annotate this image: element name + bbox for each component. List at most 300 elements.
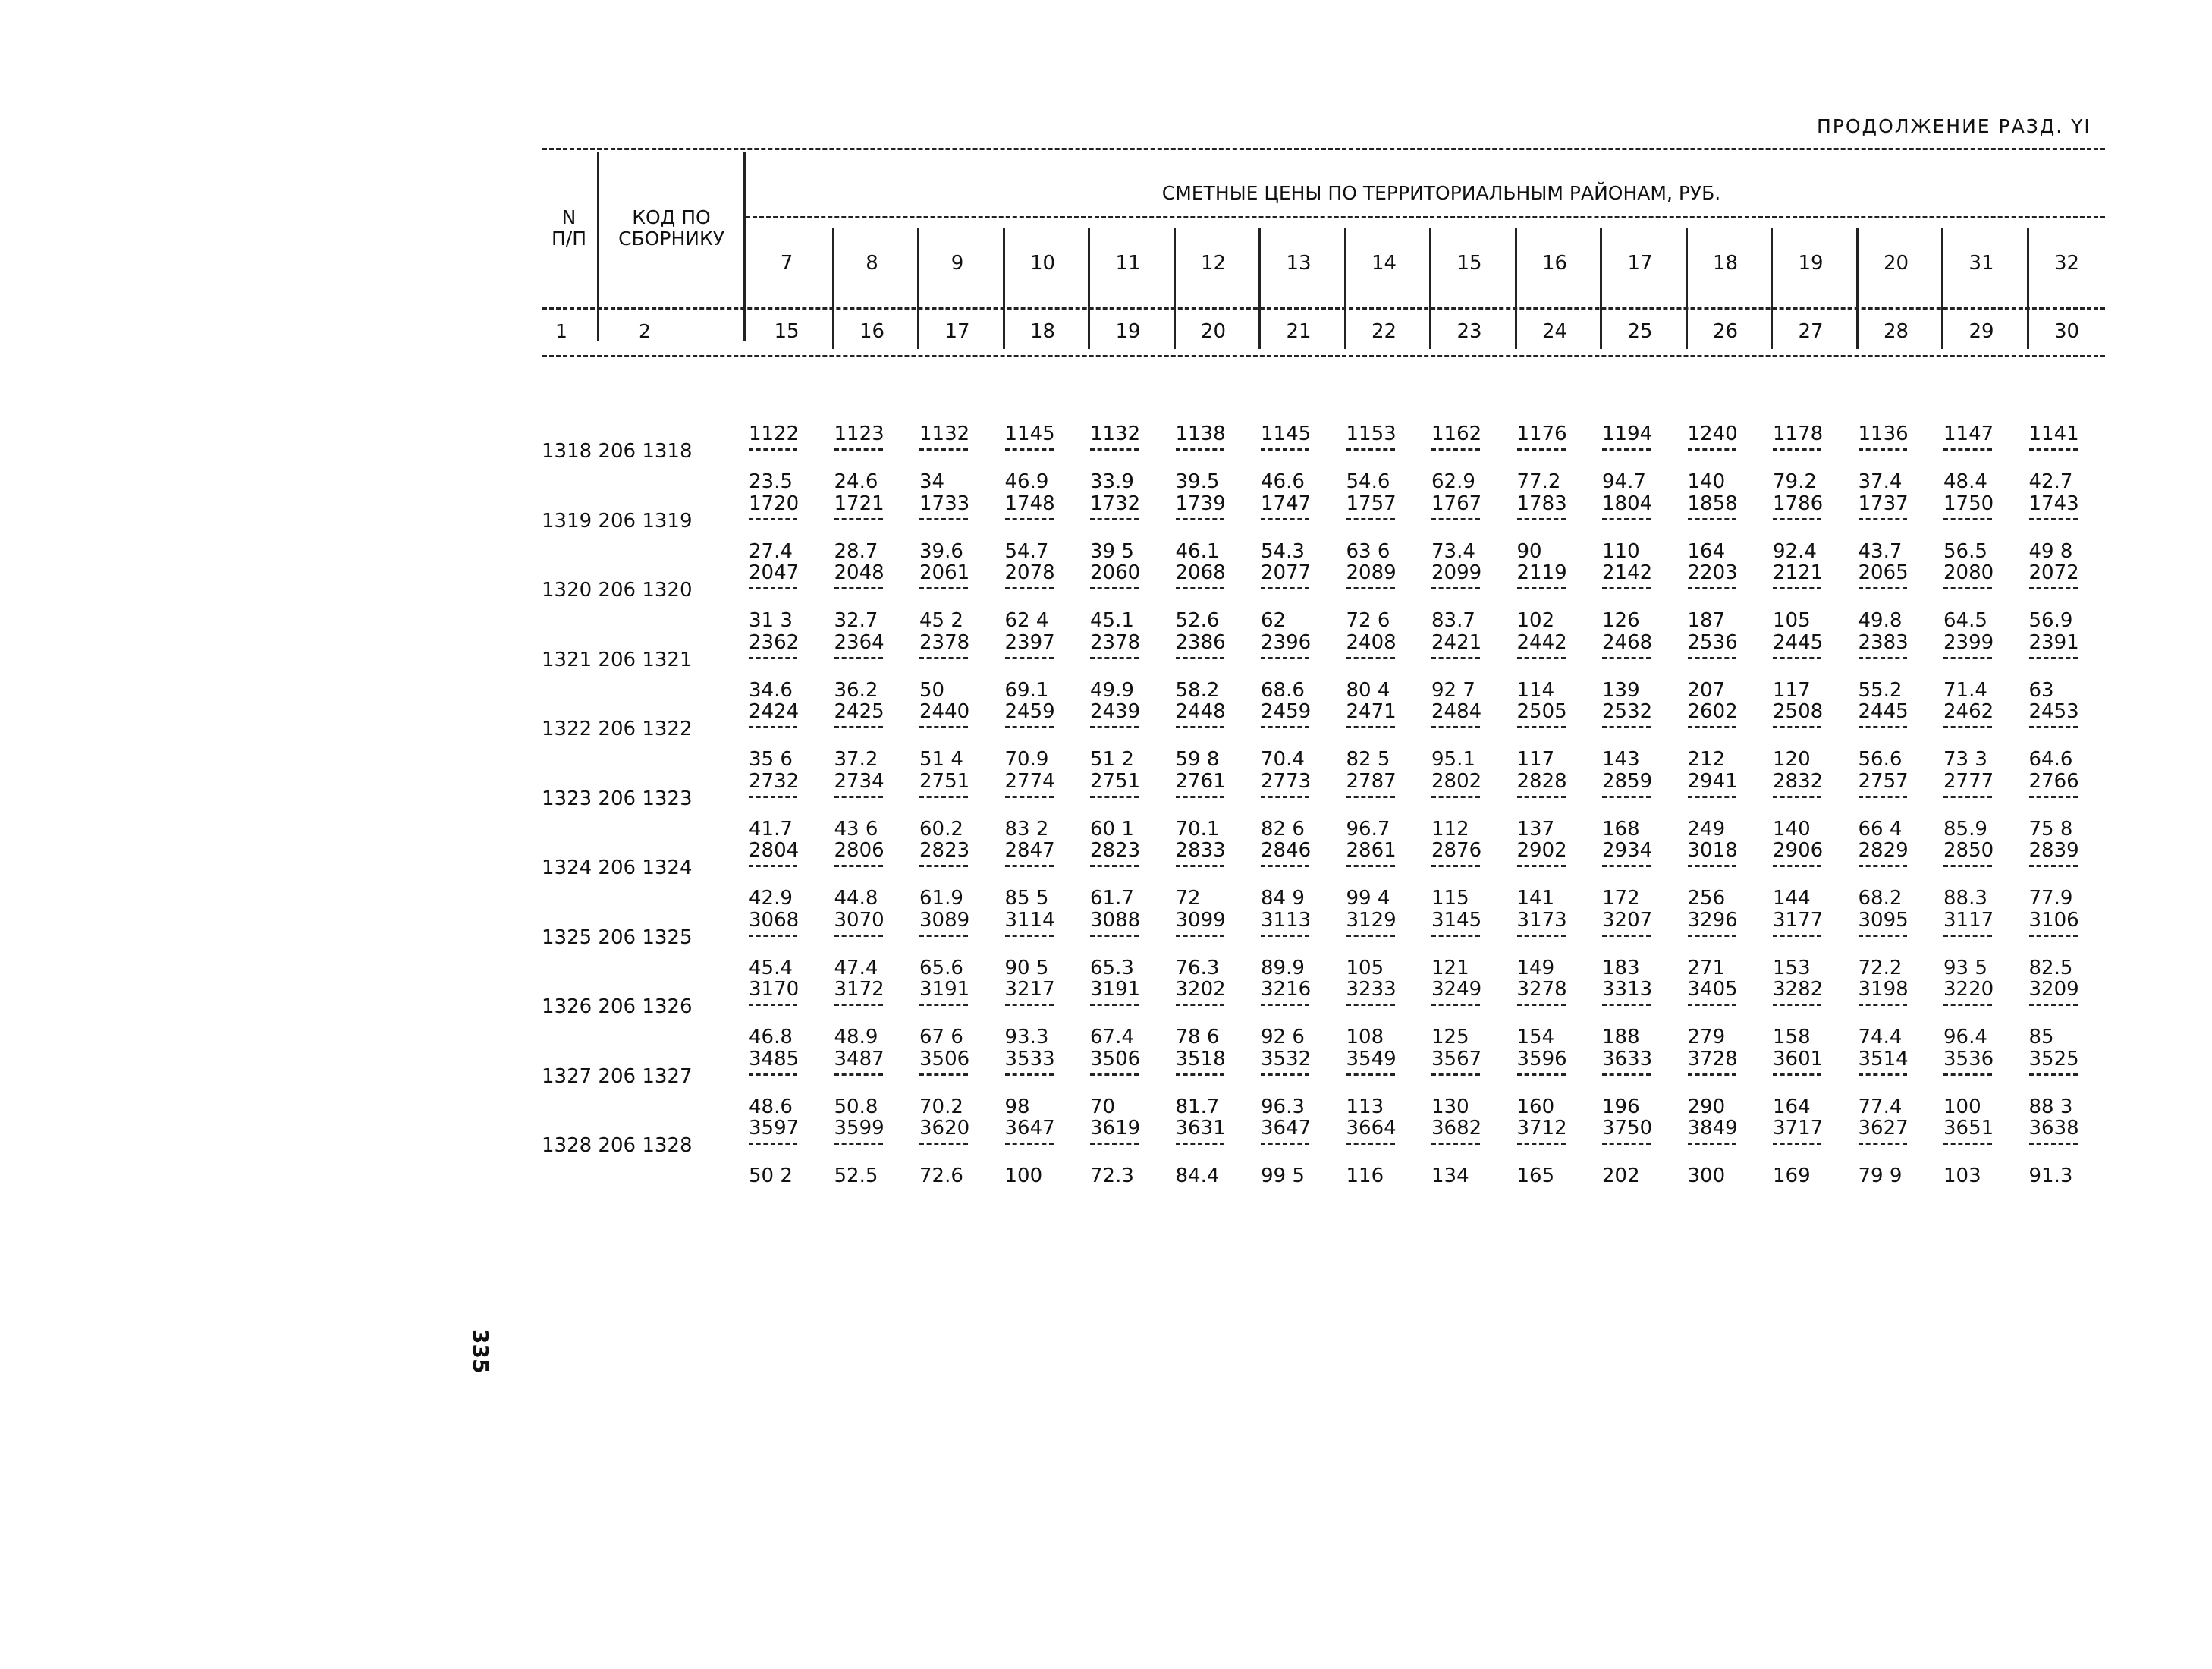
fraction-dash: [1688, 448, 1736, 451]
header-bottom-rule: [542, 355, 2105, 357]
index-header-21: 21: [1286, 320, 1312, 343]
fraction-dash: [1517, 448, 1566, 451]
price-value: 2445: [1858, 700, 1909, 723]
index-header-24: 24: [1541, 320, 1568, 343]
price-value: 3664: [1346, 1117, 1397, 1139]
fraction-dash: [1773, 865, 1821, 867]
fraction-dash: [1090, 448, 1139, 451]
price-value: 1162: [1431, 423, 1482, 445]
transport-value: 59 8: [1175, 748, 1220, 771]
fraction-dash: [1859, 1004, 1907, 1006]
fraction-dash: [834, 518, 883, 520]
price-value: 2072: [2028, 561, 2079, 584]
fraction-dash: [2029, 587, 2078, 589]
price-value: 2399: [1943, 630, 1994, 654]
header-mid-rule: [542, 307, 2105, 310]
fraction-dash: [1261, 587, 1309, 589]
fraction-dash: [1773, 657, 1821, 659]
transport-value: 45 2: [919, 609, 963, 632]
transport-value: 51 4: [919, 748, 963, 771]
fraction-dash: [749, 518, 797, 520]
price-value: 2448: [1175, 700, 1226, 723]
price-value: 2823: [919, 839, 970, 862]
transport-value: 83 2: [1004, 817, 1049, 841]
transport-value: 121: [1431, 956, 1469, 979]
price-value: 1145: [1261, 423, 1312, 445]
transport-value: 67 6: [919, 1026, 963, 1048]
fraction-dash: [2029, 726, 2078, 728]
fraction-dash: [1261, 1143, 1309, 1145]
price-value: 3117: [1943, 908, 1994, 932]
index-header-29: 29: [1968, 320, 1994, 343]
price-value: 2751: [1090, 769, 1141, 793]
fraction-dash: [1859, 657, 1907, 659]
transport-value: 140: [1773, 817, 1811, 841]
transport-value: 187: [1687, 609, 1726, 632]
transport-value: 279: [1687, 1026, 1726, 1048]
fraction-dash: [1346, 1004, 1395, 1006]
price-value: 2802: [1431, 769, 1482, 793]
price-value: 2806: [834, 839, 884, 862]
price-value: 2068: [1175, 561, 1226, 584]
transport-value: 207: [1687, 678, 1726, 702]
transport-value: 56.5: [1943, 539, 1987, 563]
fraction-dash: [1859, 1143, 1907, 1145]
transport-value: 188: [1602, 1026, 1640, 1048]
transport-value: 100: [1943, 1095, 1981, 1118]
transport-value: 54.3: [1261, 539, 1305, 563]
transport-value: 212: [1687, 748, 1726, 771]
price-value: 3647: [1004, 1117, 1055, 1139]
price-value: 2829: [1858, 839, 1909, 862]
price-value: 3487: [834, 1047, 884, 1070]
price-value: 2462: [1943, 700, 1994, 723]
fraction-dash: [1517, 865, 1566, 867]
fraction-dash: [1431, 726, 1480, 728]
fraction-dash: [1431, 1004, 1480, 1006]
fraction-dash: [1261, 865, 1309, 867]
price-value: 3170: [749, 978, 800, 1001]
transport-value: 114: [1516, 678, 1555, 702]
transport-value: 96.3: [1261, 1095, 1305, 1118]
transport-value: 31 3: [749, 609, 793, 632]
index-col-2: 2: [639, 320, 651, 342]
transport-value: 69.1: [1004, 678, 1049, 702]
price-value: 3172: [834, 978, 884, 1001]
index-header-17: 17: [944, 320, 970, 343]
price-value: 3506: [919, 1047, 970, 1070]
price-value: 3620: [919, 1117, 970, 1139]
transport-value: 63 6: [1346, 539, 1390, 563]
transport-value: 140: [1687, 470, 1726, 493]
price-value: 3627: [1858, 1117, 1909, 1139]
row-code-label: 1328 206 1328: [542, 1134, 693, 1157]
transport-value: 93 5: [1943, 956, 1987, 979]
fraction-dash: [834, 935, 883, 937]
price-value: 3114: [1004, 908, 1055, 932]
price-value: 3750: [1602, 1117, 1653, 1139]
transport-value: 117: [1516, 748, 1555, 771]
transport-value: 73.4: [1431, 539, 1475, 563]
fraction-dash: [1943, 935, 1992, 937]
transport-value: 41.7: [749, 817, 793, 841]
price-value: 2823: [1090, 839, 1141, 862]
transport-value: 46.8: [749, 1026, 793, 1048]
transport-value: 83.7: [1431, 609, 1475, 632]
row-code-label: 1321 206 1321: [542, 648, 693, 671]
fraction-dash: [1517, 1143, 1566, 1145]
price-value: 3173: [1516, 908, 1567, 932]
price-value: 3601: [1773, 1047, 1824, 1070]
index-header-19: 19: [1115, 320, 1141, 343]
price-value: 1767: [1431, 492, 1482, 515]
district-header-7: 7: [780, 252, 793, 275]
price-value: 1721: [834, 492, 884, 515]
price-value: 3506: [1090, 1047, 1141, 1070]
price-value: 3113: [1261, 908, 1312, 932]
price-value: 3220: [1943, 978, 1994, 1001]
fraction-dash: [2029, 1004, 2078, 1006]
price-value: 3549: [1346, 1047, 1397, 1070]
price-value: 3728: [1687, 1047, 1738, 1070]
price-value: 2425: [834, 700, 884, 723]
transport-value: 68.6: [1261, 678, 1305, 702]
price-value: 1748: [1004, 492, 1055, 515]
transport-value: 72.2: [1858, 956, 1903, 979]
transport-value: 196: [1602, 1095, 1640, 1118]
price-value: 2439: [1090, 700, 1141, 723]
district-col-separator: [1429, 228, 1431, 349]
price-value: 2757: [1858, 769, 1909, 793]
fraction-dash: [1602, 796, 1651, 798]
fraction-dash: [1176, 935, 1224, 937]
price-value: 3597: [749, 1117, 800, 1139]
transport-value: 54.6: [1346, 470, 1390, 493]
transport-value: 65.6: [919, 956, 963, 979]
transport-value: 70.9: [1004, 748, 1049, 771]
fraction-dash: [1005, 726, 1054, 728]
fraction-dash: [1431, 1143, 1480, 1145]
fraction-dash: [1005, 587, 1054, 589]
fraction-dash: [1688, 657, 1736, 659]
fraction-dash: [919, 1143, 968, 1145]
transport-value: 90 5: [1004, 956, 1049, 979]
district-header-14: 14: [1371, 252, 1397, 275]
fraction-dash: [1090, 1143, 1139, 1145]
price-value: 2839: [2028, 839, 2079, 862]
index-header-16: 16: [859, 320, 885, 343]
fraction-dash: [1517, 1073, 1566, 1076]
fraction-dash: [1517, 935, 1566, 937]
fraction-dash: [1943, 657, 1992, 659]
fraction-dash: [1602, 1143, 1651, 1145]
fraction-dash: [749, 1004, 797, 1006]
fraction-dash: [1943, 1143, 1992, 1145]
index-header-15: 15: [774, 320, 800, 343]
fraction-dash: [1005, 1143, 1054, 1145]
price-value: 1732: [1090, 492, 1141, 515]
header-top-rule: [542, 148, 2105, 150]
price-value: 3536: [1943, 1047, 1994, 1070]
district-col-separator: [1088, 228, 1090, 349]
row-code-label: 1326 206 1326: [542, 995, 693, 1018]
fraction-dash: [1261, 1073, 1309, 1076]
price-value: 2119: [1516, 561, 1567, 584]
price-value: 3202: [1175, 978, 1226, 1001]
price-value: 3651: [1943, 1117, 1994, 1139]
fraction-dash: [1261, 657, 1309, 659]
transport-value: 37.2: [834, 748, 878, 771]
fraction-dash: [1346, 865, 1395, 867]
fraction-dash: [1176, 865, 1224, 867]
price-value: 2766: [2028, 769, 2079, 793]
district-col-separator: [1258, 228, 1261, 349]
transport-value: 82 5: [1346, 748, 1390, 771]
transport-value: 72: [1175, 887, 1201, 910]
transport-value: 77.4: [1858, 1095, 1903, 1118]
transport-value: 63: [2028, 678, 2054, 702]
fraction-dash: [1688, 796, 1736, 798]
col-num-header-line2: П/П: [551, 228, 587, 250]
transport-value: 62.9: [1431, 470, 1475, 493]
price-value: 3249: [1431, 978, 1482, 1001]
transport-value: 116: [1346, 1165, 1384, 1187]
transport-value: 46.9: [1004, 470, 1049, 493]
row-code-label: 1323 206 1323: [542, 787, 693, 810]
fraction-dash: [1005, 448, 1054, 451]
price-value: 2773: [1261, 769, 1312, 793]
district-col-separator: [917, 228, 919, 349]
price-value: 3712: [1516, 1117, 1567, 1139]
transport-value: 81.7: [1175, 1095, 1220, 1118]
transport-value: 158: [1773, 1026, 1811, 1048]
transport-value: 108: [1346, 1026, 1384, 1048]
continuation-caption: ПРОДОЛЖЕНИЕ РАЗД. YI: [1817, 115, 2091, 137]
price-value: 3619: [1090, 1117, 1141, 1139]
index-header-26: 26: [1712, 320, 1739, 343]
transport-value: 169: [1773, 1165, 1811, 1187]
price-value: 2861: [1346, 839, 1397, 862]
transport-value: 55.2: [1858, 678, 1903, 702]
transport-value: 56.9: [2028, 609, 2073, 632]
transport-value: 120: [1773, 748, 1811, 771]
fraction-dash: [1346, 1143, 1395, 1145]
transport-value: 36.2: [834, 678, 878, 702]
row-code-label: 1322 206 1322: [542, 718, 693, 740]
price-value: 3088: [1090, 908, 1141, 932]
price-value: 1153: [1346, 423, 1397, 445]
transport-value: 112: [1431, 817, 1469, 841]
price-value: 3095: [1858, 908, 1909, 932]
transport-value: 99 5: [1261, 1165, 1305, 1187]
fraction-dash: [1090, 726, 1139, 728]
fraction-dash: [1688, 935, 1736, 937]
price-value: 2846: [1261, 839, 1312, 862]
fraction-dash: [1517, 518, 1566, 520]
transport-value: 144: [1773, 887, 1811, 910]
transport-value: 82.5: [2028, 956, 2073, 979]
transport-value: 164: [1687, 539, 1726, 563]
transport-value: 32.7: [834, 609, 878, 632]
price-value: 3533: [1004, 1047, 1055, 1070]
price-value: 2471: [1346, 700, 1397, 723]
price-value: 2876: [1431, 839, 1482, 862]
transport-value: 62 4: [1004, 609, 1049, 632]
fraction-dash: [1346, 935, 1395, 937]
price-value: 3177: [1773, 908, 1824, 932]
transport-value: 117: [1773, 678, 1811, 702]
transport-value: 66 4: [1858, 817, 1903, 841]
transport-value: 70.2: [919, 1095, 963, 1118]
transport-value: 61.7: [1090, 887, 1134, 910]
transport-value: 61.9: [919, 887, 963, 910]
transport-value: 64.5: [1943, 609, 1987, 632]
transport-value: 103: [1943, 1165, 1981, 1187]
fraction-dash: [1688, 1073, 1736, 1076]
transport-value: 68.2: [1858, 887, 1903, 910]
price-value: 2386: [1175, 630, 1226, 654]
fraction-dash: [1005, 1073, 1054, 1076]
transport-value: 85.9: [1943, 817, 1987, 841]
fraction-dash: [2029, 796, 2078, 798]
price-value: 3198: [1858, 978, 1909, 1001]
transport-value: 39.5: [1175, 470, 1220, 493]
fraction-dash: [1176, 587, 1224, 589]
col-code-header-line1: КОД ПО: [632, 206, 711, 228]
fraction-dash: [1176, 1004, 1224, 1006]
price-value: 1733: [919, 492, 970, 515]
fraction-dash: [1005, 518, 1054, 520]
transport-value: 73 3: [1943, 748, 1987, 771]
fraction-dash: [1943, 448, 1992, 451]
price-value: 2761: [1175, 769, 1226, 793]
price-value: 3485: [749, 1047, 800, 1070]
district-col-separator: [2027, 228, 2029, 349]
district-header-19: 19: [1798, 252, 1824, 275]
transport-value: 79 9: [1858, 1165, 1903, 1187]
fraction-dash: [749, 796, 797, 798]
transport-value: 54.7: [1004, 539, 1049, 563]
transport-value: 58.2: [1175, 678, 1220, 702]
transport-value: 96.7: [1346, 817, 1390, 841]
fraction-dash: [1688, 726, 1736, 728]
price-value: 1739: [1175, 492, 1226, 515]
transport-value: 134: [1431, 1165, 1469, 1187]
price-value: 3682: [1431, 1117, 1482, 1139]
index-header-28: 28: [1883, 320, 1909, 343]
price-value: 2453: [2028, 700, 2079, 723]
transport-value: 43 6: [834, 817, 878, 841]
transport-value: 72.6: [919, 1165, 963, 1187]
price-value: 3129: [1346, 908, 1397, 932]
transport-value: 34: [919, 470, 945, 493]
price-value: 2078: [1004, 561, 1055, 584]
row-code-label: 1324 206 1324: [542, 857, 693, 879]
sep-code-values: [743, 152, 746, 341]
price-value: 3647: [1261, 1117, 1312, 1139]
transport-value: 34.6: [749, 678, 793, 702]
fraction-dash: [1602, 587, 1651, 589]
fraction-dash: [1261, 796, 1309, 798]
fraction-dash: [1943, 518, 1992, 520]
fraction-dash: [1517, 726, 1566, 728]
fraction-dash: [919, 448, 968, 451]
transport-value: 137: [1516, 817, 1555, 841]
price-value: 3282: [1773, 978, 1824, 1001]
transport-value: 35 6: [749, 748, 793, 771]
row-code-label: 1320 206 1320: [542, 579, 693, 602]
fraction-dash: [1859, 448, 1907, 451]
fraction-dash: [749, 448, 797, 451]
transport-value: 92 7: [1431, 678, 1475, 702]
fraction-dash: [1602, 518, 1651, 520]
index-header-25: 25: [1627, 320, 1653, 343]
price-value: 1783: [1516, 492, 1567, 515]
row-code-label: 1325 206 1325: [542, 926, 693, 949]
fraction-dash: [1943, 726, 1992, 728]
district-col-separator: [1941, 228, 1943, 349]
transport-value: 64.6: [2028, 748, 2073, 771]
price-value: 2440: [919, 700, 970, 723]
district-header-10: 10: [1029, 252, 1056, 275]
fraction-dash: [1943, 1073, 1992, 1076]
transport-value: 139: [1602, 678, 1640, 702]
fraction-dash: [1346, 1073, 1395, 1076]
fraction-dash: [1176, 518, 1224, 520]
transport-value: 39 5: [1090, 539, 1134, 563]
fraction-dash: [919, 587, 968, 589]
fraction-dash: [749, 657, 797, 659]
price-value: 2832: [1773, 769, 1824, 793]
district-col-separator: [1686, 228, 1688, 349]
fraction-dash: [1090, 518, 1139, 520]
transport-value: 84 9: [1261, 887, 1305, 910]
district-col-separator: [1174, 228, 1176, 349]
transport-value: 50.8: [834, 1095, 878, 1118]
price-value: 1136: [1858, 423, 1909, 445]
fraction-dash: [834, 865, 883, 867]
row-code-label: 1319 206 1319: [542, 509, 693, 533]
price-value: 2508: [1773, 700, 1824, 723]
fraction-dash: [1517, 657, 1566, 659]
fraction-dash: [1602, 1073, 1651, 1076]
price-value: 2061: [919, 561, 970, 584]
price-value: 2362: [749, 630, 800, 654]
transport-value: 102: [1516, 609, 1555, 632]
fraction-dash: [2029, 657, 2078, 659]
fraction-dash: [1431, 657, 1480, 659]
fraction-dash: [1005, 1004, 1054, 1006]
fraction-dash: [1261, 935, 1309, 937]
price-value: 1147: [1943, 423, 1994, 445]
transport-value: 153: [1773, 956, 1811, 979]
transport-value: 168: [1602, 817, 1640, 841]
transport-value: 23.5: [749, 470, 793, 493]
price-value: 2941: [1687, 769, 1738, 793]
fraction-dash: [834, 657, 883, 659]
price-value: 2459: [1004, 700, 1055, 723]
fraction-dash: [1261, 1004, 1309, 1006]
transport-value: 91.3: [2028, 1165, 2073, 1187]
fraction-dash: [1176, 657, 1224, 659]
transport-value: 75 8: [2028, 817, 2073, 841]
price-value: 3514: [1858, 1047, 1909, 1070]
price-value: 2121: [1773, 561, 1824, 584]
sep-num-code: [597, 152, 599, 341]
transport-value: 67.4: [1090, 1026, 1134, 1048]
transport-value: 300: [1687, 1165, 1726, 1187]
price-value: 2468: [1602, 630, 1653, 654]
